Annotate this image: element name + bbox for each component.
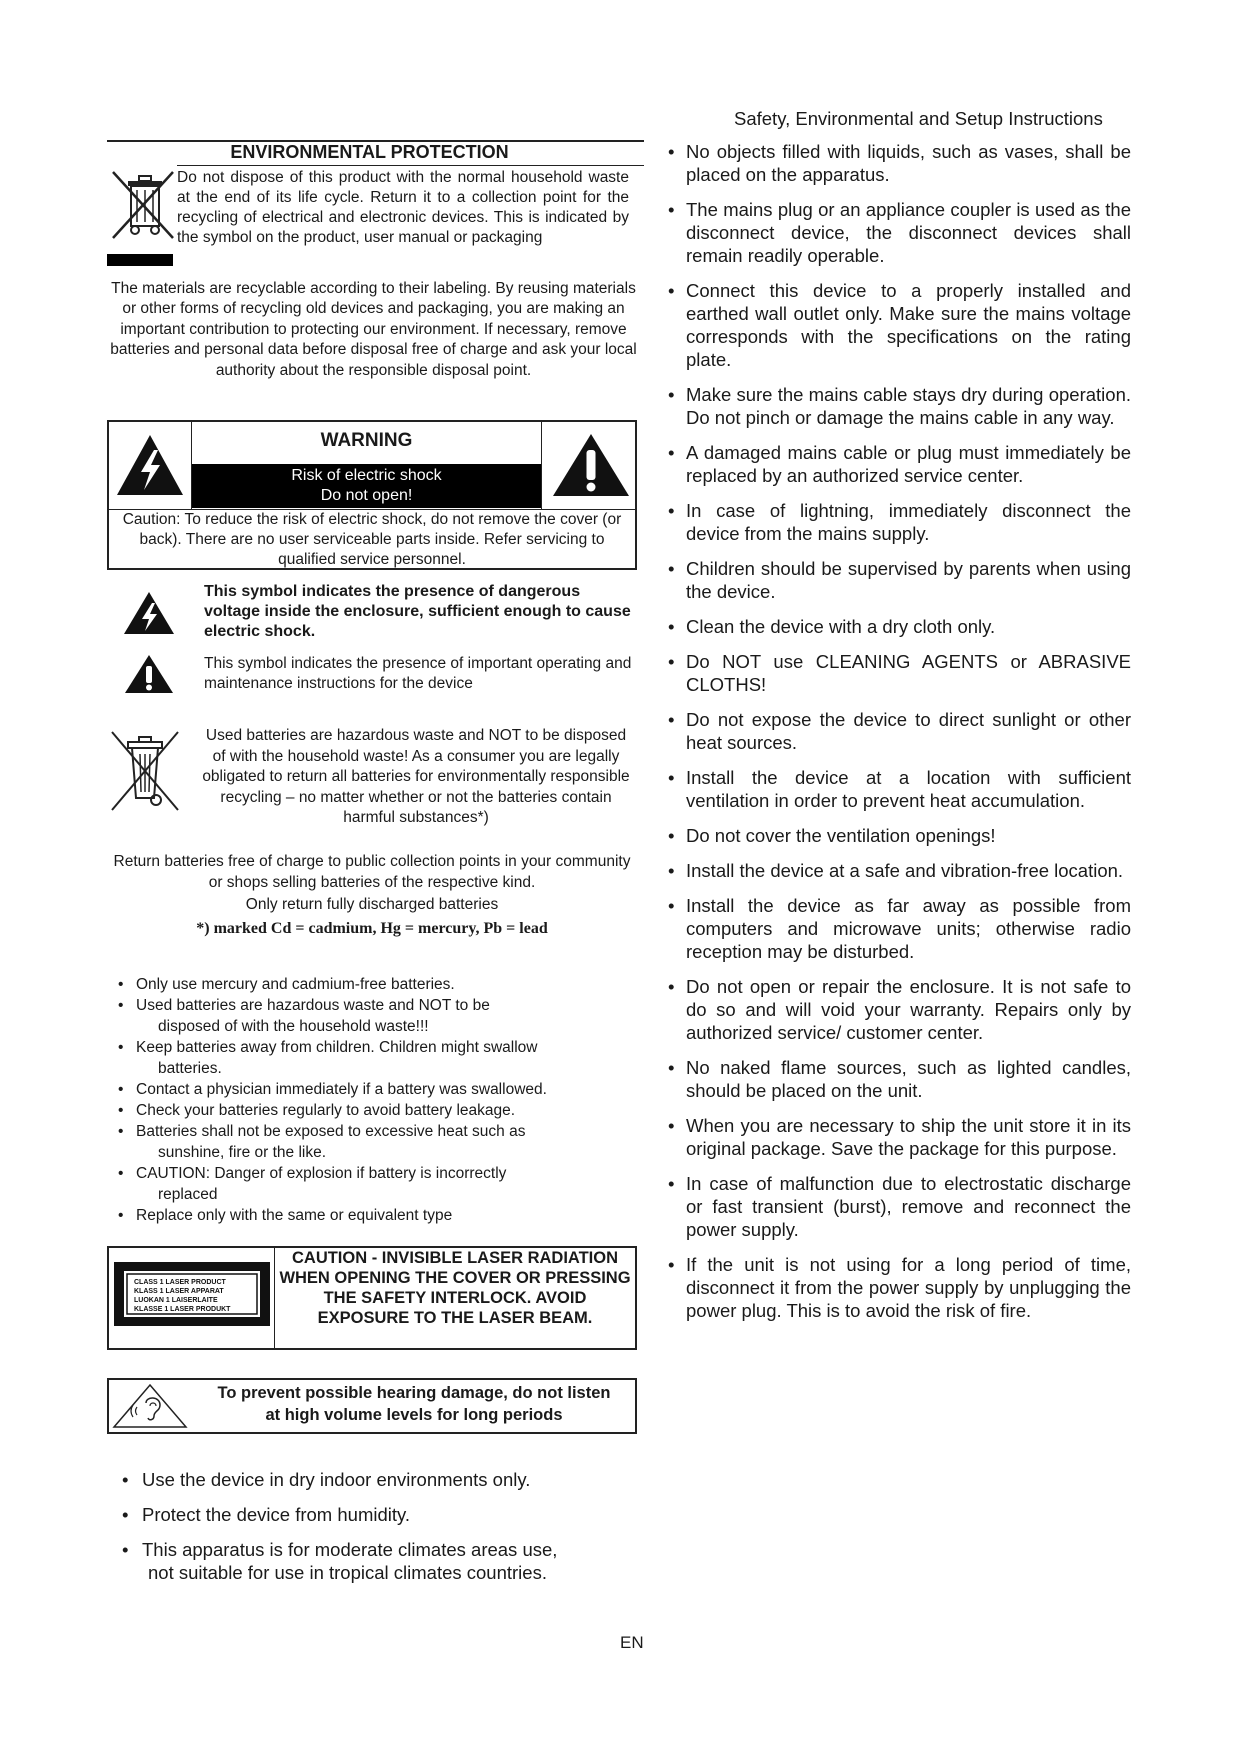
list-item [118, 1468, 638, 1491]
battery-hazard-text: Used batteries are hazardous waste and NOT to be disposed of with the household waste! As a consumer you are legally obligated to return all batteries for environmentally responsible recycling – no matter whether or not the batteries contain harmful substances*) [202, 727, 630, 826]
list-item [118, 1205, 638, 1226]
warning-divider [541, 422, 542, 509]
electric-shock-triangle-icon [118, 590, 180, 636]
list-item: • Make sure the mains cable stays dry during operation. Do not pinch or damage the mains cable in any way. [664, 383, 1131, 429]
warning-caution-text: Caution: To reduce the risk of electric shock, do not remove the cover (or back). There are no user serviceable parts inside. Refer servicing to qualified service personnel. [122, 511, 622, 568]
list-item: • In case of lightning, immediately disconnect the device from the mains supply. [664, 499, 1131, 545]
list-item [118, 1079, 638, 1100]
warning-risk-line: Risk of electric shock [291, 467, 442, 484]
list-item-continuation: replaced [158, 1186, 218, 1203]
list-item: • Do not open or repair the enclosure. It is not safe to do so and will void your warranty. Repairs only by authorized service/ customer center. [664, 975, 1131, 1044]
list-item: • A damaged mains cable or plug must immediately be replaced by an authorized service center. [664, 441, 1131, 487]
list-item: • When you are necessary to ship the unit store it in its original package. Save the package for this purpose. [664, 1114, 1131, 1160]
battery-discharged-text: Only return fully discharged batteries [245, 896, 499, 913]
list-item-continuation: disposed of with the household waste!!! [158, 1018, 429, 1035]
list-item [118, 1163, 638, 1205]
section-subrule [177, 165, 644, 166]
crossed-bin-icon [107, 168, 179, 242]
battery-marking-note: *) marked Cd = cadmium, Hg = mercury, Pb = lead [196, 920, 548, 937]
warning-risk-line: Do not open! [320, 487, 413, 504]
list-item-text: Only use mercury and cadmium-free batteries. [136, 976, 455, 993]
hearing-warning-text: To prevent possible hearing damage, do not listen at high volume levels for long periods [217, 1384, 611, 1424]
list-item: • Children should be supervised by parents when using the device. [664, 557, 1131, 603]
usage-list [118, 1468, 638, 1596]
list-item-text: CAUTION: Danger of explosion if battery is incorrectly [136, 1165, 507, 1182]
environmental-paragraph: The materials are recyclable according to their labeling. By reusing materials or other forms of recycling old devices and packaging, you are making an important contribution to protecting our environment. If necessary, remove batteries and personal data before disposal free of charge and ask your local authority about the responsible disposal point. [110, 280, 637, 379]
list-item-text: Keep batteries away from children. Children might swallow [136, 1039, 538, 1056]
list-item: • No naked flame sources, such as lighted candles, should be placed on the unit. [664, 1056, 1131, 1102]
warning-title: WARNING [320, 430, 413, 451]
list-item: • Install the device at a safe and vibration-free location. [664, 859, 1131, 882]
page-footer-language: EN [620, 1633, 644, 1652]
hearing-warning-icon [112, 1383, 188, 1429]
list-item: • Install the device as far away as possible from computers and microwave units; otherwise radio reception may be disturbed. [664, 894, 1131, 963]
environmental-text: Do not dispose of this product with the normal household waste at the end of its life cycle. Return it to a collection point for the recycling of electrical and electronic devices. This is indicated by the symbol on the product, user manual or packaging [177, 169, 629, 246]
list-item: • If the unit is not using for a long period of time, disconnect it from the power supply by unplugging the power plug. This is to avoid the risk of fire. [664, 1253, 1131, 1322]
list-item [118, 995, 638, 1037]
list-item-text: Use the device in dry indoor environments only. [142, 1469, 531, 1490]
list-item-continuation: sunshine, fire or the like. [158, 1144, 327, 1161]
list-item [118, 974, 638, 995]
list-item-text: Batteries shall not be exposed to excessive heat such as [136, 1123, 526, 1140]
list-item-continuation: not suitable for use in tropical climates countries. [148, 1562, 547, 1583]
list-item-text: Check your batteries regularly to avoid battery leakage. [136, 1102, 516, 1119]
list-item [118, 1037, 638, 1079]
list-item-text: Used batteries are hazardous waste and NOT to be [136, 997, 490, 1014]
laser-label-line: KLASS 1 LASER APPARAT [134, 1288, 224, 1295]
list-item: • In case of malfunction due to electrostatic discharge or fast transient (burst), remove and reconnect the power supply. [664, 1172, 1131, 1241]
laser-label-line: LUOKAN 1 LAISERLAITE [134, 1297, 218, 1304]
exclamation-triangle-icon [551, 432, 631, 498]
list-item: • Do not cover the ventilation openings! [664, 824, 1131, 847]
laser-divider [274, 1248, 275, 1348]
list-item: • Do not expose the device to direct sunlight or other heat sources. [664, 708, 1131, 754]
list-item: • The mains plug or an appliance coupler is used as the disconnect device, the disconnect devices shall remain readily operable. [664, 198, 1131, 267]
page-header-title: Safety, Environmental and Setup Instructions [734, 108, 1103, 129]
exclamation-symbol-explanation: This symbol indicates the presence of important operating and maintenance instructions for the device [204, 655, 632, 692]
list-item: • Install the device at a location with sufficient ventilation in order to prevent heat accumulation. [664, 766, 1131, 812]
battery-return-text: Return batteries free of charge to public collection points in your community or shops selling batteries of the respective kind. [113, 853, 631, 891]
laser-class-label [114, 1262, 270, 1326]
list-item-text: Replace only with the same or equivalent type [136, 1207, 453, 1224]
black-bar-marking [107, 254, 173, 266]
list-item: • Connect this device to a properly installed and earthed wall outlet only. Make sure the mains voltage corresponds with the specifications on the rating plate. [664, 279, 1131, 371]
environmental-title: ENVIRONMENTAL PROTECTION [230, 142, 509, 162]
laser-label-line: KLASSE 1 LASER PRODUKT [134, 1306, 231, 1313]
list-item-text: Protect the device from humidity. [142, 1504, 411, 1525]
list-item-text: This apparatus is for moderate climates areas use, [142, 1539, 558, 1560]
list-item [118, 1503, 638, 1526]
electric-shock-triangle-icon [114, 432, 186, 498]
shock-symbol-explanation: This symbol indicates the presence of dangerous voltage inside the enclosure, sufficient enough to cause electric shock. [204, 583, 631, 640]
list-item [118, 1100, 638, 1121]
list-item [118, 1538, 638, 1584]
list-item: • No objects filled with liquids, such as vases, shall be placed on the apparatus. [664, 140, 1131, 186]
crossed-battery-bin-icon [104, 726, 186, 816]
list-item: • Clean the device with a dry cloth only. [664, 615, 1131, 638]
laser-caution-text: CAUTION - INVISIBLE LASER RADIATION WHEN OPENING THE COVER OR PRESSING THE SAFETY INTERLOCK. AVOID EXPOSURE TO THE LASER BEAM. [279, 1249, 631, 1327]
list-item-text: Contact a physician immediately if a battery was swallowed. [136, 1081, 547, 1098]
list-item [118, 1121, 638, 1163]
list-item-continuation: batteries. [158, 1060, 222, 1077]
warning-risk-banner [192, 464, 541, 508]
laser-label-line: CLASS 1 LASER PRODUCT [134, 1279, 226, 1286]
battery-list [118, 974, 638, 1226]
exclamation-triangle-icon [124, 654, 174, 694]
list-item: • Do NOT use CLEANING AGENTS or ABRASIVE CLOTHS! [664, 650, 1131, 696]
safety-list [664, 140, 1131, 1334]
